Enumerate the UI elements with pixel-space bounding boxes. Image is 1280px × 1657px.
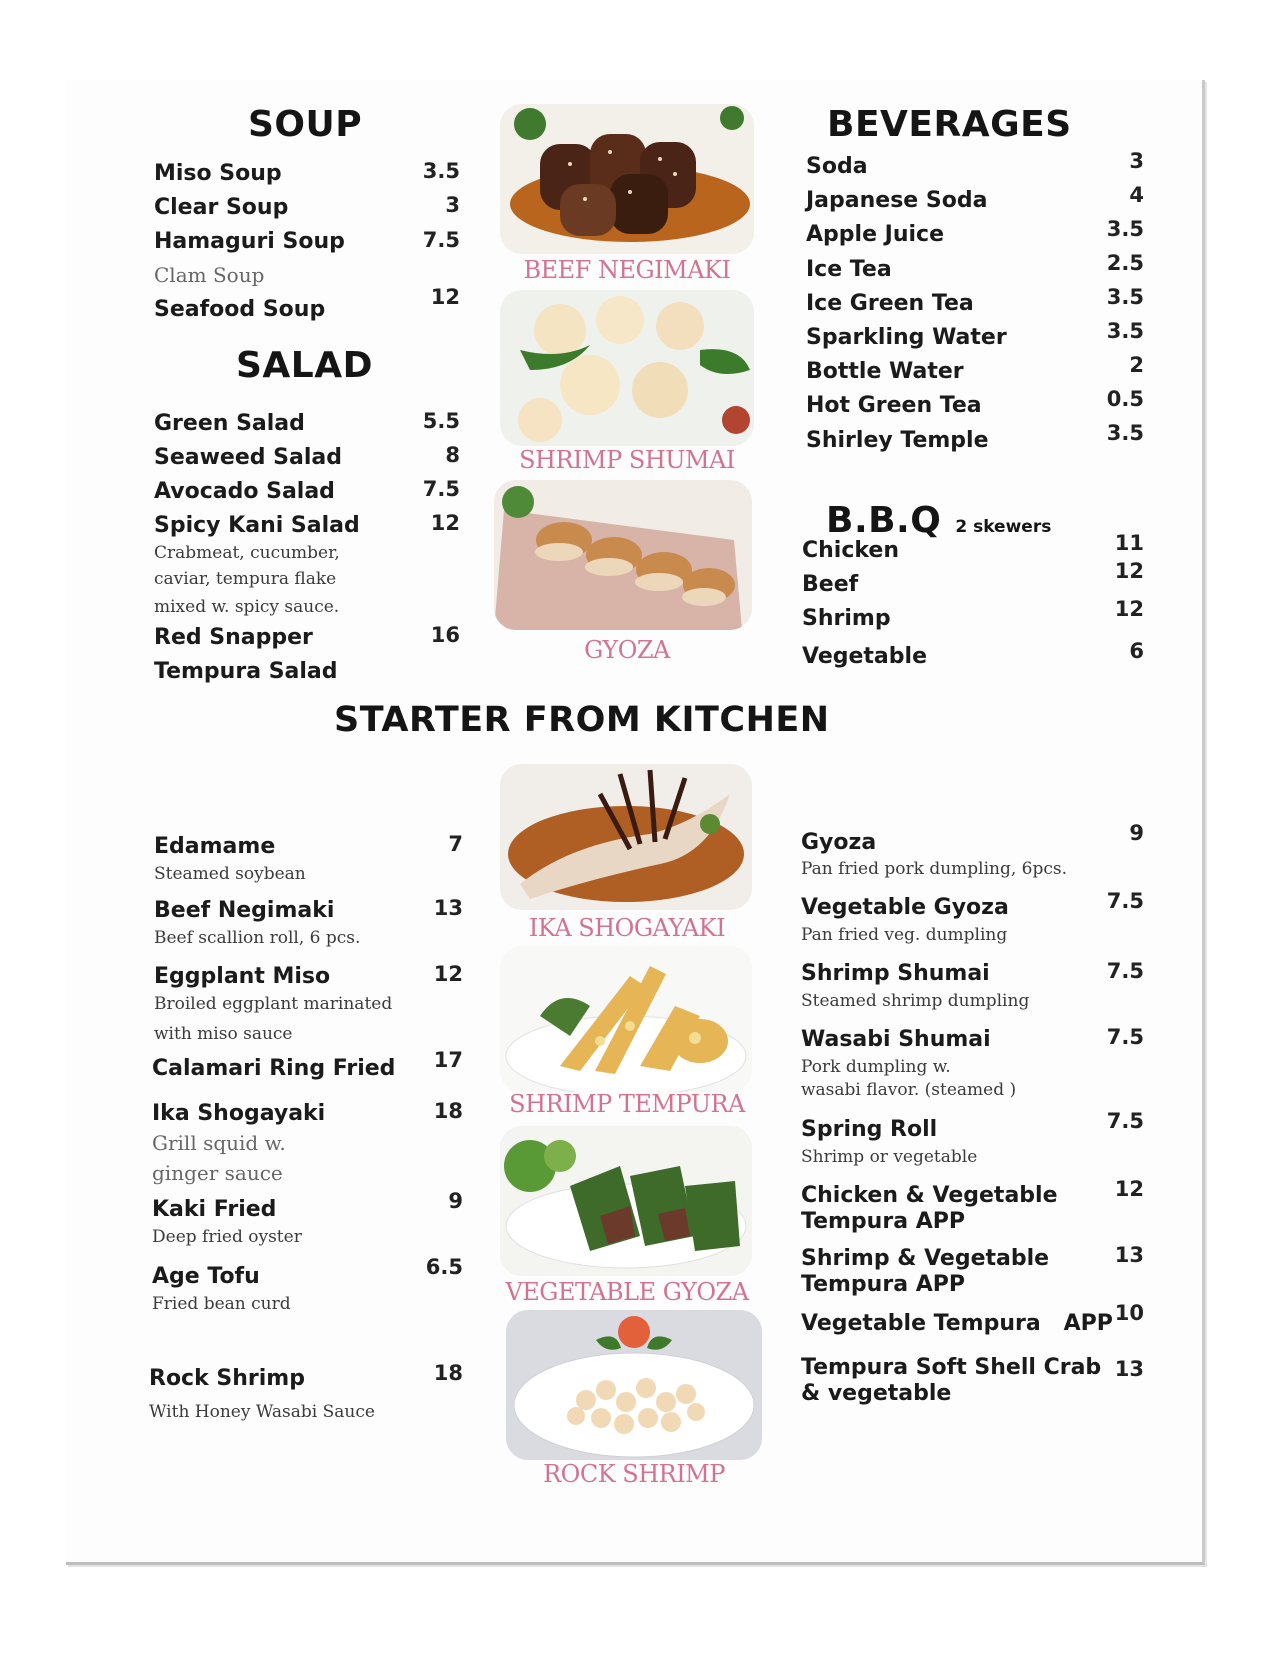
- photo-caption: SHRIMP SHUMAI: [519, 446, 735, 474]
- menu-item: Soda: [806, 154, 868, 179]
- menu-item: Avocado Salad: [154, 479, 335, 504]
- photo-caption: IKA SHOGAYAKI: [528, 914, 726, 942]
- item-description: Clam Soup: [154, 263, 265, 287]
- menu-item: Spicy Kani Salad: [154, 513, 360, 538]
- menu-item: Beef Negimaki: [154, 898, 335, 923]
- menu-item: Spring Roll: [801, 1117, 938, 1142]
- salad-heading: SALAD: [236, 345, 373, 386]
- menu-item: Tempura Salad: [154, 659, 338, 684]
- menu-item: Ika Shogayaki: [152, 1101, 326, 1126]
- menu-item: Calamari Ring Fried: [152, 1056, 396, 1081]
- item-price: 3.5: [1106, 285, 1144, 309]
- menu-item: Chicken: [802, 538, 900, 563]
- item-price: 18: [433, 1361, 463, 1385]
- menu-item: Age Tofu: [152, 1264, 260, 1289]
- menu-item: Shrimp Shumai: [801, 961, 990, 986]
- gyoza-photo: [494, 480, 752, 630]
- item-description: Grill squid w.: [152, 1131, 286, 1155]
- menu-item: Vegetable Gyoza: [801, 895, 1009, 920]
- menu-item: Apple Juice: [806, 222, 944, 247]
- item-price: 2: [1129, 353, 1144, 377]
- item-price: 9: [448, 1189, 463, 1213]
- item-description: mixed w. spicy sauce.: [154, 597, 340, 617]
- menu-item: Shirley Temple: [806, 428, 989, 453]
- item-description: Pan fried pork dumpling, 6pcs.: [801, 859, 1068, 879]
- item-price: 13: [1114, 1243, 1144, 1267]
- item-description: Pan fried veg. dumpling: [801, 925, 1008, 945]
- menu-item: Shrimp: [802, 606, 891, 631]
- starter-heading: STARTER FROM KITCHEN: [334, 700, 830, 740]
- item-description: caviar, tempura flake: [154, 569, 337, 589]
- item-price: 7: [448, 832, 463, 856]
- photo-caption: SHRIMP TEMPURA: [509, 1090, 745, 1118]
- item-price: 7.5: [422, 477, 460, 501]
- item-price: 12: [1114, 597, 1144, 621]
- menu-item: Rock Shrimp: [149, 1366, 305, 1391]
- item-price: 7.5: [1106, 1109, 1144, 1133]
- bbq-note: 2 skewers: [955, 517, 1052, 537]
- bbq-heading: [826, 500, 1051, 541]
- item-description: ginger sauce: [152, 1161, 283, 1185]
- menu-item: & vegetable: [801, 1381, 952, 1406]
- vegetable-gyoza-photo: [500, 1126, 752, 1276]
- item-price: 6.5: [425, 1255, 463, 1279]
- item-description: Crabmeat, cucumber,: [154, 543, 340, 563]
- item-description: Steamed shrimp dumpling: [801, 991, 1030, 1011]
- item-price: 3.5: [1106, 421, 1144, 445]
- item-price: 11: [1114, 531, 1144, 555]
- menu-item: Edamame: [154, 834, 276, 859]
- menu-item: Ice Tea: [806, 257, 892, 282]
- photo-caption: ROCK SHRIMP: [543, 1460, 725, 1488]
- item-price: 6: [1129, 639, 1144, 663]
- menu-item: Tempura Soft Shell Crab: [801, 1355, 1102, 1380]
- photo-caption: GYOZA: [584, 636, 670, 664]
- item-price: 12: [1114, 1177, 1144, 1201]
- item-price: 12: [430, 285, 460, 309]
- menu-item: Japanese Soda: [806, 188, 988, 213]
- item-price: 17: [433, 1048, 463, 1072]
- menu-item: Tempura APP: [801, 1272, 965, 1297]
- menu-item: Shrimp & Vegetable: [801, 1246, 1050, 1271]
- menu-item: Hamaguri Soup: [154, 229, 345, 254]
- item-description: wasabi flavor. (steamed ): [801, 1080, 1017, 1100]
- menu-item: Ice Green Tea: [806, 291, 974, 316]
- item-price: 4: [1129, 183, 1144, 207]
- item-price: 5.5: [422, 409, 460, 433]
- item-price: 13: [1114, 1357, 1144, 1381]
- menu-item: Kaki Fried: [152, 1197, 277, 1222]
- photo-caption: BEEF NEGIMAKI: [523, 256, 731, 284]
- ika-shogayaki-photo: [500, 764, 752, 910]
- menu-item: Wasabi Shumai: [801, 1027, 991, 1052]
- menu-item: Red Snapper: [154, 625, 313, 650]
- item-price: 9: [1129, 821, 1144, 845]
- menu-item: Seaweed Salad: [154, 445, 343, 470]
- item-description: Broiled eggplant marinated: [154, 994, 393, 1014]
- item-description: With Honey Wasabi Sauce: [149, 1402, 375, 1422]
- item-price: 10: [1114, 1301, 1144, 1325]
- rock-shrimp-photo: [506, 1310, 762, 1460]
- item-description: Steamed soybean: [154, 864, 306, 884]
- item-description: with miso sauce: [154, 1024, 293, 1044]
- item-price: 12: [430, 511, 460, 535]
- item-description: Pork dumpling w.: [801, 1057, 951, 1077]
- item-price: 7.5: [1106, 889, 1144, 913]
- menu-item: Vegetable Tempura APP: [801, 1311, 1113, 1336]
- menu-item: Hot Green Tea: [806, 393, 982, 418]
- menu-item: Vegetable: [802, 644, 927, 669]
- shrimp-tempura-photo: [500, 946, 752, 1092]
- item-price: 7.5: [1106, 1025, 1144, 1049]
- menu-item: Eggplant Miso: [154, 964, 331, 989]
- item-price: 18: [433, 1099, 463, 1123]
- item-description: Beef scallion roll, 6 pcs.: [154, 928, 361, 948]
- menu-item: Beef: [802, 572, 859, 597]
- soup-heading: SOUP: [248, 104, 363, 145]
- item-price: 0.5: [1106, 387, 1144, 411]
- menu-item: Gyoza: [801, 830, 877, 855]
- shrimp-shumai-photo: [500, 290, 754, 446]
- beverages-heading: BEVERAGES: [827, 104, 1072, 145]
- menu-item: Sparkling Water: [806, 325, 1007, 350]
- item-price: 3.5: [1106, 217, 1144, 241]
- bbq-title: B.B.Q: [826, 500, 942, 541]
- item-price: 3.5: [1106, 319, 1144, 343]
- item-price: 3.5: [422, 159, 460, 183]
- item-description: Deep fried oyster: [152, 1227, 302, 1247]
- item-price: 13: [433, 896, 463, 920]
- item-description: Shrimp or vegetable: [801, 1147, 978, 1167]
- photo-caption: VEGETABLE GYOZA: [505, 1278, 749, 1306]
- menu-item: Miso Soup: [154, 161, 282, 186]
- menu-item: Clear Soup: [154, 195, 289, 220]
- menu-item: Chicken & Vegetable: [801, 1183, 1058, 1208]
- menu-item: Seafood Soup: [154, 297, 326, 322]
- item-price: 2.5: [1106, 251, 1144, 275]
- item-price: 12: [433, 962, 463, 986]
- item-price: 12: [1114, 559, 1144, 583]
- item-price: 7.5: [1106, 959, 1144, 983]
- item-price: 16: [430, 623, 460, 647]
- item-description: Fried bean curd: [152, 1294, 291, 1314]
- menu-item: Tempura APP: [801, 1209, 965, 1234]
- item-price: 7.5: [422, 228, 460, 252]
- menu-item: Bottle Water: [806, 359, 964, 384]
- menu-item: Green Salad: [154, 411, 305, 436]
- beef-negimaki-photo: [500, 104, 754, 254]
- item-price: 3: [445, 193, 460, 217]
- item-price: 3: [1129, 149, 1144, 173]
- item-price: 8: [445, 443, 460, 467]
